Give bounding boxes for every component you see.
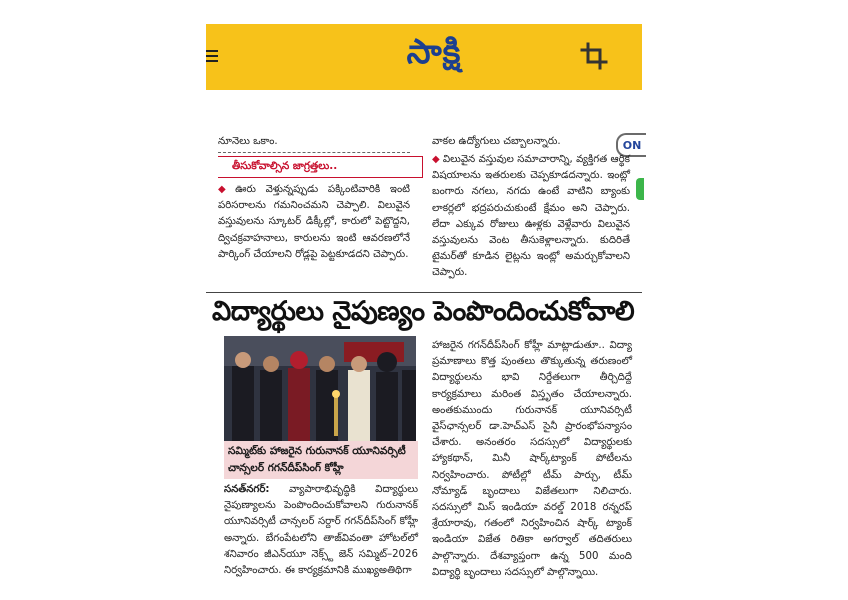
main-right-text: హాజరైన గగన్‌దీప్‌సింగ్ కోహ్లీ మాట్లాడుతూ.. విద్యా ప్రమాణాలు కొత్త పుంతలు తొక్కుతున్న తరుణంలో విద్యార్థులను భావి నిర్దేతలుగా తీర్చిదిద్దే కార్యక్రమాలు మరింత విస్తృతం చేయాలన్నారు. అంతకుముందు గురునానక్ యూనివర్సిటీ వైస్‌ఛాన్సలర్ డా.హెచ్‌ఎస్ సైనీ ప్రారంభోపన్యాసం చేశారు. అనంతరం సదస్సులో విద్యార్థులకు హ్యాకథాన్, మినీ షార్క్‌ట్యాంక్ పోటీలను నిర్వహించారు. పోటీల్లో టీమ్ పార్చు, టీమ్ నోమ్యాడ్ బృందాలు విజేతలుగా నిలిచారు. సదస్సులో మిస్ ఇండియా వరల్డ్ 2018 రన్నరప్ శ్రేయారావు, గతంలో నిర్వహించిన షార్క్ ట్యాంక్ ఇండియా విజేత రితికా అగర్వాల్ తదితరులు పాల్గొన్నారు. దేశవ్యాప్తంగా ఉన్న 500 మంది విద్యార్థి బృందాలు సదస్సులో పాల్గొన్నాయి.: [432, 340, 632, 578]
brand-logo[interactable]: సాక్షి: [406, 32, 462, 72]
photo-caption: సమ్మిట్‌కు హాజరైన గురునానక్ యూనివర్సిటీ చాన్సలర్ గగన్‌దీప్‌సింగ్ కోహ్లీ: [224, 441, 418, 479]
dateline: సనత్‌నగర్:: [224, 484, 270, 495]
left-body: [218, 182, 410, 263]
left-body-text: ఊరు వెళ్తున్నప్పుడు పక్కింటివారికి ఇంటి పరిసరాలను గమనించమని చెప్పాలి. విలువైన వస్తువులను స్కూటర్ డిక్కీల్లో, కారులో పెట్టొద్దని, ద్విచక్రవాహనాలు, కారులను ఇంటి ఆవరణలోనే పార్కింగ్ చేయాలని రోడ్లపై పెట్టకూడదని చెప్పారు.: [218, 184, 410, 260]
event-photo: [224, 336, 416, 443]
main-left-body: [224, 482, 418, 579]
main-right-body: [432, 338, 632, 581]
right-intro: వాకల ఉద్యోగులు చబ్బాలన్నారు.: [432, 136, 561, 147]
on-badge[interactable]: ON: [616, 133, 646, 157]
article-headline: విద్యార్థులు నైపుణ్యం పెంపొందించుకోవాలి: [212, 296, 635, 327]
crop-icon[interactable]: [578, 40, 610, 72]
right-body: [432, 152, 630, 282]
hamburger-menu-icon[interactable]: [206, 47, 218, 67]
bullet-icon: ◆: [218, 184, 233, 195]
right-body-text: విలువైన వస్తువుల సమాచారాన్ని, వ్యక్తిగత ఆర్థిక విషయాలను ఇతరులకు చెప్పకూడదన్నారు. ఇంట్లో బంగారు నగలు, నగదు ఉంటే వాటిని బ్యాంకు లాకర్లలో భద్రపరుచుకుంటే క్షేమం అని చెప్పారు. లేదా ఎక్కువ రోజులు ఊళ్లకు వెళ్లేవారు విలువైన వస్తువులను వెంట తీసుకెళ్లాలన్నారు. కుదిరితే టైమర్‌తో కూడిన లైట్లను ఇంట్లో అమర్చుకోవాలని చెప్పారు.: [432, 154, 630, 279]
bullet-icon: ◆: [432, 154, 440, 165]
tips-heading: తీసుకోవాల్సిన జాగ్రత్తలు..: [218, 156, 423, 178]
left-intro: నూనెలు ఒకాం.: [218, 136, 278, 147]
section-divider: [206, 292, 642, 293]
newspaper-clipping: [206, 130, 642, 585]
main-left-text: వ్యాపారాభివృద్ధికి విద్యార్థులు నైపుణ్యాలను పెంపొందించుకోవాలని గురునానక్ యూనివర్సిటీ చాన్సలర్ సర్దార్ గగన్‌దీప్‌సింగ్ కోహ్లీ అన్నారు. బేగంపేటలోని తాజ్‌వివంతా హోటల్‌లో శనివారం జీఎన్‌యూ నెక్స్ట్ జెన్ సమ్మిట్–2026 నిర్వహించారు. ఈ కార్యక్రమానికి ముఖ్యఅతిథిగా: [224, 484, 418, 577]
